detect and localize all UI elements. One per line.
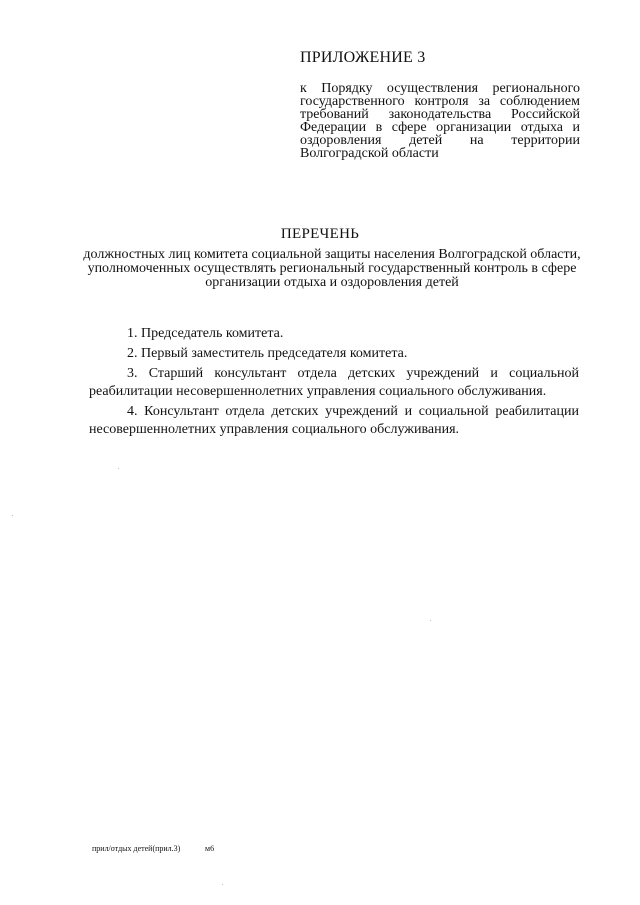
officials-list [89,325,579,441]
appendix-title: ПРИЛОЖЕНИЕ 3 [300,49,426,66]
scan-speck [222,884,223,885]
scan-speck [12,515,13,516]
list-item: 3. Старший консультант отдела детских учреждений и социальной реабилитации несовершеннолетних управления социального обслуживания. [89,366,579,399]
appendix-reference: к Порядку осуществления регионального государственного контроля за соблюдением требований законодательства Российской Федерации в сфере организации отдыха и оздоровления детей на территории Волгоградской области [300,81,580,161]
list-item: 4. Консультант отдела детских учреждений и социальной реабилитации несовершеннолетних управления социального обслуживания. [89,404,579,437]
footer-code: м6 [205,844,215,853]
scan-speck [118,468,119,469]
list-item: 1. Председатель комитета. [127,326,284,341]
list-item: 2. Первый заместитель председателя комитета. [127,346,408,361]
footer-file-name: прил/отдых детей(прил.3) [92,844,181,853]
scan-speck [430,620,431,621]
list-subtitle: должностных лиц комитета социальной защиты населения Волгоградской области, уполномоченных осуществлять региональный государственный контроль в сфере организации отдыха и оздоровления детей [83,247,581,290]
list-title: ПЕРЕЧЕНЬ [280,226,360,242]
